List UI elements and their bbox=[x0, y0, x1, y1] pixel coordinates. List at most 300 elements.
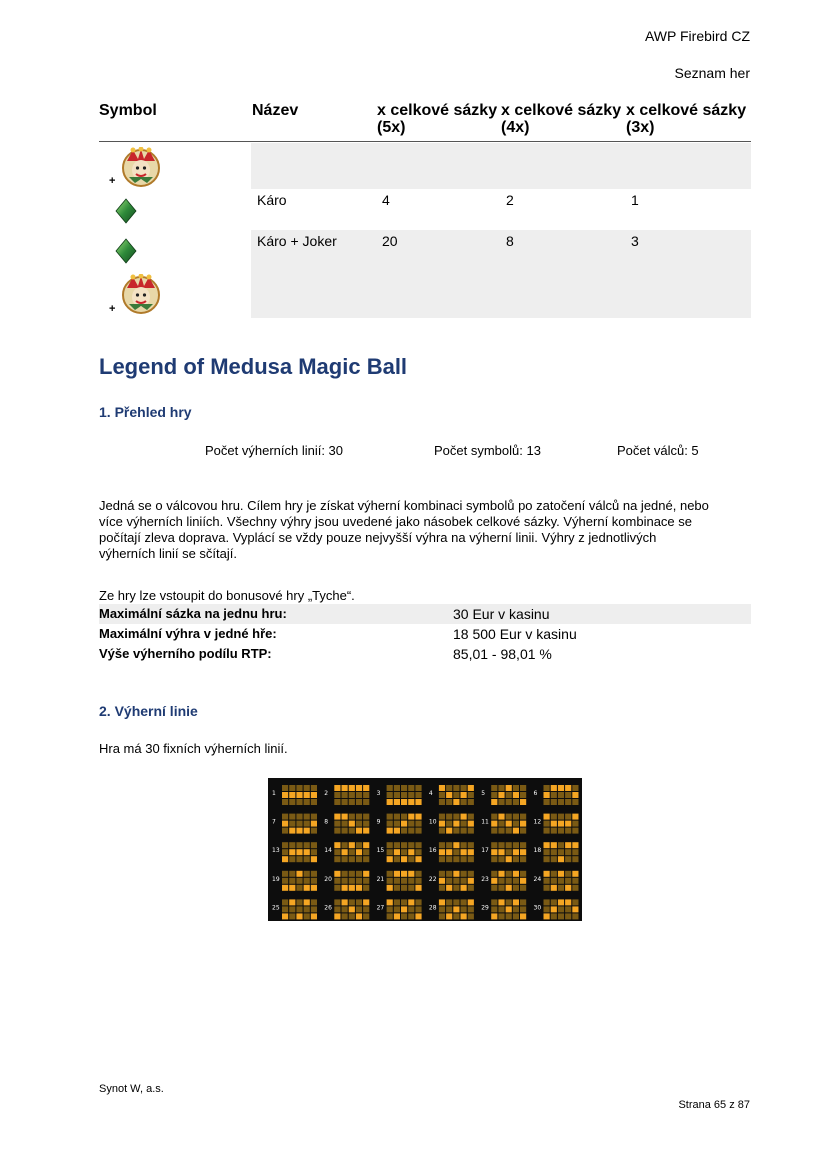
payline-cell bbox=[461, 906, 467, 912]
payline-number: 3 bbox=[376, 790, 381, 797]
payline-cell bbox=[558, 878, 564, 884]
payline-cell bbox=[498, 885, 504, 891]
payline-cell bbox=[453, 799, 459, 805]
payline-cell bbox=[468, 878, 474, 884]
payline-cell bbox=[304, 885, 310, 891]
payline-cell bbox=[558, 821, 564, 827]
payline-cell bbox=[498, 814, 504, 820]
payline-cell bbox=[387, 842, 393, 848]
payline-cell bbox=[334, 828, 340, 834]
payline-cell bbox=[498, 906, 504, 912]
payline-cell bbox=[513, 878, 519, 884]
payline-cell bbox=[506, 842, 512, 848]
payline-number: 20 bbox=[324, 875, 332, 883]
payline-cell bbox=[387, 906, 393, 912]
payline-cell bbox=[506, 856, 512, 862]
payline-cell bbox=[342, 814, 348, 820]
payline-cell bbox=[311, 842, 317, 848]
payline-cell bbox=[289, 885, 295, 891]
payline-cell bbox=[394, 899, 400, 905]
payline-cell bbox=[453, 913, 459, 919]
payline-cell bbox=[468, 871, 474, 877]
payline-cell bbox=[342, 828, 348, 834]
payline-cell bbox=[446, 871, 452, 877]
payline-cell bbox=[349, 814, 355, 820]
payline-cell bbox=[394, 842, 400, 848]
payline-cell bbox=[334, 799, 340, 805]
payline-cell bbox=[334, 871, 340, 877]
payline-cell bbox=[296, 842, 302, 848]
payline-cell bbox=[342, 899, 348, 905]
payline-cell bbox=[282, 871, 288, 877]
limit-row: Výše výherního podílu RTP: 85,01 - 98,01 % bbox=[99, 646, 552, 662]
limit-row: Maximální výhra v jedné hře: 18 500 Eur v kasinu bbox=[99, 626, 577, 642]
payline-cell bbox=[468, 842, 474, 848]
payline-cell bbox=[304, 849, 310, 855]
payline-cell bbox=[513, 899, 519, 905]
payline-cell bbox=[296, 885, 302, 891]
payline-number: 18 bbox=[533, 847, 542, 855]
payline-cell bbox=[468, 885, 474, 891]
payline-cell bbox=[387, 849, 393, 855]
payline-cell bbox=[334, 906, 340, 912]
payline-cell bbox=[334, 821, 340, 827]
payline-cell bbox=[513, 856, 519, 862]
payline-cell bbox=[446, 885, 452, 891]
paylines-diagram bbox=[268, 778, 582, 921]
payline-cell bbox=[356, 871, 362, 877]
payline-cell bbox=[401, 785, 407, 791]
payline-cell bbox=[491, 792, 497, 798]
payline-cell bbox=[439, 913, 445, 919]
payline-cell bbox=[394, 878, 400, 884]
payline-cell bbox=[439, 899, 445, 905]
payline-cell bbox=[408, 828, 414, 834]
payline-cell bbox=[408, 799, 414, 805]
table-row bbox=[99, 230, 751, 318]
payline-cell bbox=[349, 799, 355, 805]
bonus-text: Ze hry lze vstoupit do bonusové hry „Tyche“. bbox=[99, 588, 355, 603]
payline-cell bbox=[498, 792, 504, 798]
payline-number: 28 bbox=[428, 904, 437, 912]
payline-cell bbox=[461, 842, 467, 848]
payline-number: 10 bbox=[428, 818, 437, 826]
payline-cell bbox=[408, 899, 414, 905]
payline-cell bbox=[491, 849, 497, 855]
payline-cell bbox=[401, 856, 407, 862]
payline-cell bbox=[565, 878, 571, 884]
payline-cell bbox=[446, 878, 452, 884]
payline-cell bbox=[289, 899, 295, 905]
payline-cell bbox=[408, 792, 414, 798]
payline-cell bbox=[558, 799, 564, 805]
payline-cell bbox=[439, 799, 445, 805]
payline-cell bbox=[415, 842, 421, 848]
payline-cell bbox=[558, 885, 564, 891]
payline-cell bbox=[289, 828, 295, 834]
payline-cell bbox=[401, 792, 407, 798]
limit-row: Maximální sázka na jednu hru: 30 Eur v kasinu bbox=[99, 604, 751, 624]
payline-cell bbox=[498, 821, 504, 827]
payline-cell bbox=[394, 792, 400, 798]
payline-number: 5 bbox=[481, 790, 486, 797]
payline-cell bbox=[296, 849, 302, 855]
payline-cell bbox=[498, 785, 504, 791]
payline-cell bbox=[446, 899, 452, 905]
payline-cell bbox=[304, 842, 310, 848]
payline-cell bbox=[363, 842, 369, 848]
payline-cell bbox=[461, 799, 467, 805]
payline-cell bbox=[356, 856, 362, 862]
payline-cell bbox=[311, 785, 317, 791]
payline-cell bbox=[296, 913, 302, 919]
payline-cell bbox=[282, 792, 288, 798]
payline-cell bbox=[304, 856, 310, 862]
payline-cell bbox=[551, 849, 557, 855]
payline-cell bbox=[439, 885, 445, 891]
payline-cell bbox=[394, 821, 400, 827]
payline-cell bbox=[342, 849, 348, 855]
payline-cell bbox=[565, 871, 571, 877]
payline-cell bbox=[349, 785, 355, 791]
payline-cell bbox=[491, 885, 497, 891]
payline-cell bbox=[401, 849, 407, 855]
payline-cell bbox=[401, 814, 407, 820]
payline-cell bbox=[363, 878, 369, 884]
payline-cell bbox=[520, 885, 526, 891]
payline-cell bbox=[544, 785, 550, 791]
payline-number: 22 bbox=[428, 875, 437, 883]
lines-text: Hra má 30 fixních výherních linií. bbox=[99, 741, 288, 756]
row-5x: 4 bbox=[382, 192, 390, 208]
payline-cell bbox=[544, 885, 550, 891]
payline-cell bbox=[461, 871, 467, 877]
payline-cell bbox=[491, 828, 497, 834]
diamond-icon bbox=[115, 198, 137, 224]
payline-cell bbox=[558, 828, 564, 834]
payline-cell bbox=[506, 906, 512, 912]
payline-cell bbox=[342, 871, 348, 877]
payline-cell bbox=[334, 785, 340, 791]
payline-cell bbox=[356, 785, 362, 791]
payline-cell bbox=[461, 899, 467, 905]
payline-cell bbox=[296, 799, 302, 805]
payline-cell bbox=[408, 913, 414, 919]
payline-cell bbox=[282, 814, 288, 820]
payline-cell bbox=[544, 792, 550, 798]
payline-number: 7 bbox=[272, 818, 276, 826]
payline-cell bbox=[461, 878, 467, 884]
payline-cell bbox=[506, 913, 512, 919]
payline-cell bbox=[363, 849, 369, 855]
payline-cell bbox=[363, 792, 369, 798]
payline-cell bbox=[408, 821, 414, 827]
col-5x: x celkové sázky (5x) bbox=[377, 102, 498, 136]
payline-cell bbox=[439, 906, 445, 912]
payline-cell bbox=[513, 799, 519, 805]
payline-cell bbox=[506, 849, 512, 855]
payline-cell bbox=[401, 799, 407, 805]
payline-cell bbox=[513, 842, 519, 848]
payline-cell bbox=[401, 878, 407, 884]
payline-cell bbox=[565, 821, 571, 827]
payline-cell bbox=[491, 821, 497, 827]
payline-cell bbox=[415, 906, 421, 912]
payline-cell bbox=[304, 821, 310, 827]
plus-sign: + bbox=[109, 303, 116, 315]
payline-cell bbox=[544, 842, 550, 848]
payline-cell bbox=[334, 792, 340, 798]
payline-cell bbox=[408, 842, 414, 848]
payline-cell bbox=[363, 785, 369, 791]
payline-cell bbox=[334, 856, 340, 862]
payline-cell bbox=[439, 871, 445, 877]
payline-cell bbox=[304, 799, 310, 805]
payline-cell bbox=[401, 913, 407, 919]
payline-cell bbox=[334, 885, 340, 891]
payline-cell bbox=[349, 885, 355, 891]
payline-cell bbox=[453, 878, 459, 884]
payline-cell bbox=[572, 913, 578, 919]
payline-cell bbox=[551, 878, 557, 884]
payline-cell bbox=[544, 878, 550, 884]
payline-cell bbox=[296, 899, 302, 905]
payline-cell bbox=[551, 821, 557, 827]
payline-cell bbox=[311, 878, 317, 884]
payline-cell bbox=[468, 785, 474, 791]
payline-cell bbox=[513, 785, 519, 791]
payline-cell bbox=[394, 885, 400, 891]
payline-cell bbox=[415, 785, 421, 791]
payline-cell bbox=[311, 814, 317, 820]
payline-cell bbox=[356, 814, 362, 820]
row-name: Káro + Joker bbox=[257, 233, 337, 249]
payline-cell bbox=[544, 828, 550, 834]
payline-cell bbox=[282, 913, 288, 919]
payline-cell bbox=[282, 878, 288, 884]
payline-cell bbox=[289, 842, 295, 848]
payline-cell bbox=[520, 799, 526, 805]
payline-cell bbox=[304, 828, 310, 834]
payline-cell bbox=[520, 906, 526, 912]
payline-cell bbox=[513, 828, 519, 834]
payline-cell bbox=[394, 828, 400, 834]
payline-cell bbox=[439, 821, 445, 827]
payline-cell bbox=[415, 792, 421, 798]
payline-cell bbox=[439, 842, 445, 848]
payline-cell bbox=[565, 856, 571, 862]
payline-cell bbox=[289, 913, 295, 919]
payline-cell bbox=[387, 899, 393, 905]
payline-cell bbox=[468, 792, 474, 798]
payline-cell bbox=[491, 856, 497, 862]
payline-cell bbox=[342, 913, 348, 919]
payline-cell bbox=[401, 899, 407, 905]
payline-number: 13 bbox=[272, 847, 280, 855]
payline-cell bbox=[394, 856, 400, 862]
payline-number: 25 bbox=[272, 904, 280, 912]
payline-cell bbox=[311, 856, 317, 862]
payline-cell bbox=[356, 899, 362, 905]
payline-number: 4 bbox=[428, 790, 433, 797]
payline-cell bbox=[468, 906, 474, 912]
header-section: Seznam her bbox=[674, 65, 750, 81]
payline-cell bbox=[349, 792, 355, 798]
payline-cell bbox=[572, 856, 578, 862]
payline-cell bbox=[558, 871, 564, 877]
payline-cell bbox=[408, 856, 414, 862]
payline-number: 21 bbox=[376, 875, 385, 883]
payline-cell bbox=[439, 785, 445, 791]
payline-cell bbox=[356, 885, 362, 891]
payline-cell bbox=[446, 799, 452, 805]
row-3x: 3 bbox=[631, 233, 639, 249]
payline-cell bbox=[565, 849, 571, 855]
payline-cell bbox=[408, 906, 414, 912]
payline-cell bbox=[296, 785, 302, 791]
payline-number: 23 bbox=[481, 875, 489, 883]
payline-cell bbox=[304, 785, 310, 791]
payline-cell bbox=[498, 871, 504, 877]
payline-cell bbox=[453, 856, 459, 862]
payline-cell bbox=[401, 821, 407, 827]
payline-cell bbox=[558, 906, 564, 912]
payline-cell bbox=[296, 792, 302, 798]
payline-cell bbox=[387, 785, 393, 791]
footer-company: Synot W, a.s. bbox=[99, 1083, 164, 1095]
payline-cell bbox=[468, 899, 474, 905]
payline-cell bbox=[415, 913, 421, 919]
payline-cell bbox=[349, 821, 355, 827]
payline-cell bbox=[282, 899, 288, 905]
payline-cell bbox=[498, 842, 504, 848]
payline-cell bbox=[491, 842, 497, 848]
payline-cell bbox=[356, 849, 362, 855]
payline-cell bbox=[565, 913, 571, 919]
payline-cell bbox=[572, 899, 578, 905]
payline-cell bbox=[558, 899, 564, 905]
payline-number: 26 bbox=[324, 904, 332, 912]
payline-cell bbox=[439, 849, 445, 855]
payline-cell bbox=[551, 871, 557, 877]
payline-number: 24 bbox=[533, 875, 542, 883]
payline-number: 15 bbox=[376, 847, 385, 855]
payline-cell bbox=[446, 828, 452, 834]
game-description: Jedná se o válcovou hru. Cílem hry je získat výherní kombinaci symbolů po zatočení válců na jedné, nebo více výherních liniích. Všechny výhry jsou uvedené jako násobek celkové sázky. Výherní kombinace se počítají zleva doprava. Vyplácí se vždy pouze nejvyšší výhra na výherní linii. Výhry z jednotlivých výherních linií se sčítají. bbox=[99, 498, 709, 561]
payline-cell bbox=[551, 899, 557, 905]
payline-cell bbox=[461, 792, 467, 798]
payline-cell bbox=[415, 899, 421, 905]
row-4x: 2 bbox=[506, 192, 514, 208]
payline-cell bbox=[363, 821, 369, 827]
payline-cell bbox=[572, 878, 578, 884]
payline-cell bbox=[363, 871, 369, 877]
payline-cell bbox=[439, 828, 445, 834]
payline-cell bbox=[453, 849, 459, 855]
payline-cell bbox=[349, 842, 355, 848]
payline-cell bbox=[565, 828, 571, 834]
payline-cell bbox=[289, 799, 295, 805]
payline-cell bbox=[498, 799, 504, 805]
payline-number: 19 bbox=[272, 875, 280, 883]
payline-cell bbox=[468, 821, 474, 827]
payline-cell bbox=[551, 792, 557, 798]
payline-cell bbox=[498, 828, 504, 834]
payline-cell bbox=[394, 799, 400, 805]
payline-cell bbox=[520, 821, 526, 827]
payline-cell bbox=[491, 814, 497, 820]
payline-cell bbox=[394, 871, 400, 877]
row-4x: 8 bbox=[506, 233, 514, 249]
payline-cell bbox=[356, 842, 362, 848]
payline-cell bbox=[342, 878, 348, 884]
payline-cell bbox=[349, 878, 355, 884]
payline-cell bbox=[363, 856, 369, 862]
payline-cell bbox=[439, 792, 445, 798]
payline-cell bbox=[387, 821, 393, 827]
payline-cell bbox=[296, 906, 302, 912]
payline-cell bbox=[446, 856, 452, 862]
payline-cell bbox=[334, 913, 340, 919]
payline-cell bbox=[453, 821, 459, 827]
payline-cell bbox=[565, 785, 571, 791]
payline-cell bbox=[551, 856, 557, 862]
payline-cell bbox=[296, 871, 302, 877]
payline-cell bbox=[282, 849, 288, 855]
payline-cell bbox=[289, 785, 295, 791]
payline-cell bbox=[513, 792, 519, 798]
payline-cell bbox=[282, 821, 288, 827]
payline-cell bbox=[468, 913, 474, 919]
payline-cell bbox=[289, 792, 295, 798]
col-4x: x celkové sázky (4x) bbox=[501, 102, 622, 136]
payline-cell bbox=[506, 792, 512, 798]
payline-number: 27 bbox=[376, 904, 385, 912]
payline-cell bbox=[415, 828, 421, 834]
payline-cell bbox=[520, 849, 526, 855]
stat-paylines: Počet výherních linií: 30 bbox=[205, 443, 344, 458]
payline-cell bbox=[468, 828, 474, 834]
payline-cell bbox=[520, 792, 526, 798]
payline-cell bbox=[334, 814, 340, 820]
payline-cell bbox=[565, 842, 571, 848]
payline-cell bbox=[282, 856, 288, 862]
payline-cell bbox=[491, 913, 497, 919]
payline-cell bbox=[461, 828, 467, 834]
payline-cell bbox=[446, 814, 452, 820]
payline-cell bbox=[394, 913, 400, 919]
payline-cell bbox=[394, 906, 400, 912]
payline-cell bbox=[304, 878, 310, 884]
payline-cell bbox=[544, 913, 550, 919]
payline-cell bbox=[311, 913, 317, 919]
payline-cell bbox=[342, 792, 348, 798]
payline-cell bbox=[356, 878, 362, 884]
joker-icon bbox=[121, 274, 161, 314]
payline-cell bbox=[513, 906, 519, 912]
payline-cell bbox=[282, 785, 288, 791]
table-header-rule bbox=[99, 141, 751, 142]
payline-cell bbox=[342, 856, 348, 862]
payline-cell bbox=[446, 906, 452, 912]
payline-cell bbox=[513, 885, 519, 891]
payline-cell bbox=[349, 871, 355, 877]
payline-cell bbox=[520, 899, 526, 905]
payline-cell bbox=[439, 856, 445, 862]
payline-cell bbox=[498, 856, 504, 862]
payline-cell bbox=[356, 906, 362, 912]
payline-cell bbox=[461, 849, 467, 855]
